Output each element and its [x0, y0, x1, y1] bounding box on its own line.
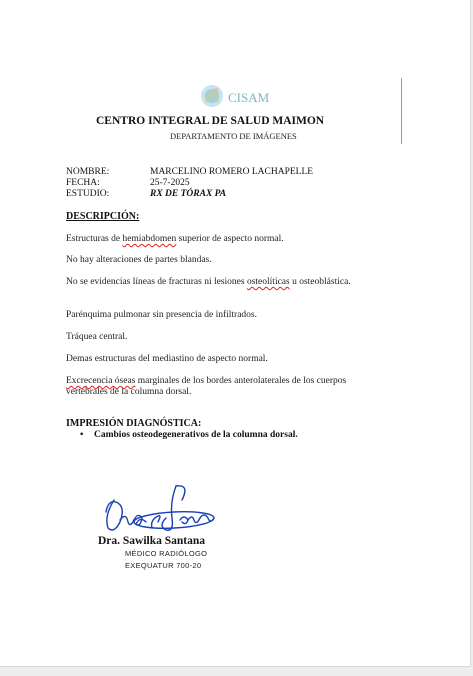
department-subtitle: DEPARTAMENTO DE IMÁGENES [170, 131, 297, 141]
logo-emblem-icon [196, 80, 230, 112]
signer-name: Dra. Sawilka Santana [98, 535, 206, 547]
name-value: MARCELINO ROMERO LACHAPELLE [150, 167, 314, 177]
description-paragraph-2: No hay alteraciones de partes blandas. [66, 255, 212, 265]
logo-text: CISAM [228, 90, 270, 105]
p3-text-c: u osteoblástica. [289, 277, 351, 287]
p3-text-a: No se evidencias líneas de fracturas ni lesiones [66, 277, 247, 287]
p1-misspelled-word: hemiabdomen [122, 234, 177, 244]
handwritten-signature [100, 482, 220, 538]
impression-title: IMPRESIÓN DIAGNÓSTICA: [66, 418, 202, 429]
page-margin-guide [401, 78, 402, 144]
description-paragraph-1 [66, 234, 371, 245]
bullet-dot-icon: • [80, 430, 84, 440]
signer-exequatur: EXEQUATUR 700-20 [125, 561, 202, 570]
impression-bullet-text: Cambios osteodegenerativos de la columna dorsal. [94, 430, 298, 440]
name-label: NOMBRE: [66, 167, 110, 177]
institution-title: CENTRO INTEGRAL DE SALUD MAIMON [96, 115, 325, 127]
p1-text-a: Estructuras de [66, 234, 123, 244]
description-paragraph-5: Tráquea central. [66, 332, 128, 342]
p3-misspelled-word: osteolíticas [246, 277, 290, 287]
description-paragraph-6: Demas estructuras del mediastino de aspecto normal. [66, 354, 268, 364]
p1-text-c: superior de aspecto normal. [176, 234, 284, 244]
cisam-logo [196, 80, 276, 112]
description-paragraph-3 [66, 277, 356, 288]
description-paragraph-7 [66, 376, 371, 398]
signer-role: MÉDICO RADIÓLOGO [125, 549, 208, 558]
description-title: DESCRIPCIÓN: [66, 211, 140, 222]
impression-bullet [80, 430, 298, 440]
study-label: ESTUDIO: [66, 189, 110, 199]
study-value: RX DE TÓRAX PA [150, 189, 227, 199]
date-label: FECHA: [66, 178, 100, 188]
date-value: 25-7-2025 [150, 178, 190, 188]
p7-text-b: marginales de los bordes anterolaterales de los cuerpos vertebrales de la columna dorsal. [66, 376, 347, 397]
description-paragraph-4: Parénquima pulmonar sin presencia de infiltrados. [66, 310, 258, 320]
p7-misspelled-phrase: Excrecencia óseas [66, 376, 136, 386]
